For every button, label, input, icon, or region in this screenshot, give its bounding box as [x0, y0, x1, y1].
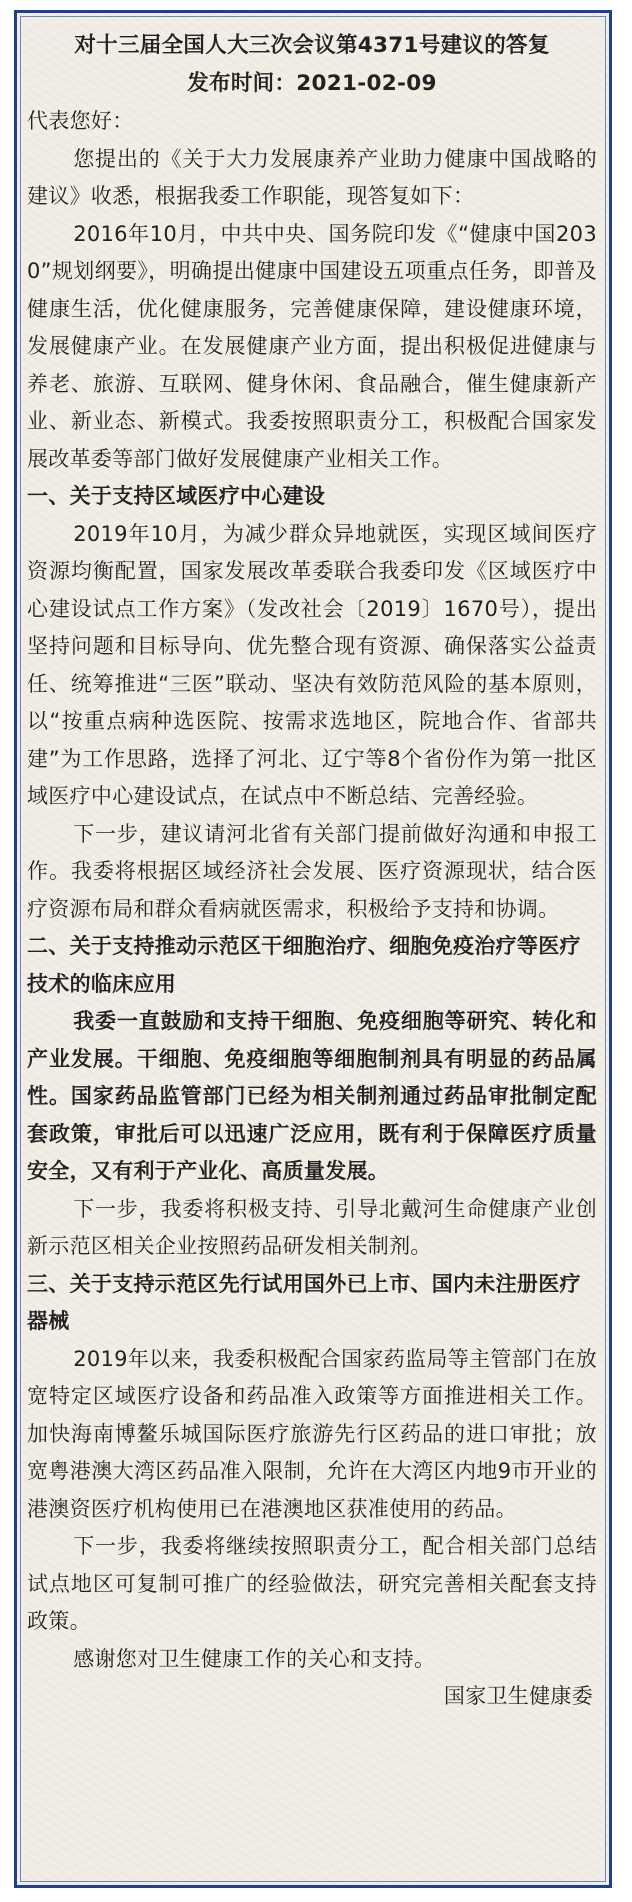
document-frame: [14, 10, 612, 1888]
section-1-paragraph-2: 下一步，建议请河北省有关部门提前做好沟通和申报工作。我委将根据区域经济社会发展、医疗资源现状，结合医疗资源布局和群众看病就医需求，积极给予支持和协调。: [27, 821, 597, 921]
section-2-paragraph-1: 我委一直鼓励和支持干细胞、免疫细胞等研究、转化和产业发展。干细胞、免疫细胞等细胞制剂具有明显的药品属性。国家药品监管部门已经为相关制剂通过药品审批制定配套政策，审批后可以迅速广泛应用，既有利于保障医疗质量安全，又有利于产业化、高质量发展。: [27, 1009, 597, 1183]
section-3-paragraph-2: 下一步，我委将继续按照职责分工，配合相关部门总结试点地区可复制可推广的经验做法，研究完善相关配套支持政策。: [27, 1534, 597, 1633]
section-1-paragraph-1: 2019年10月，为减少群众异地就医，实现区域间医疗资源均衡配置，国家发展改革委联合我委印发《区域医疗中心建设试点工作方案》（发改社会〔2019〕1670号），提出坚持问题和目标导向、优先整合现有资源、确保落实公益责任、统筹推进“三医”联动、坚决有效防范风险的基本原则，以“按重点病种选医院、按需求选地区，院地合作、省部共建”为工作思路，选择了河北、辽宁等8个省份作为第一批区域医疗中心建设试点，在试点中不断总结、完善经验。: [27, 521, 597, 808]
closing-line: 感谢您对卫生健康工作的关心和支持。: [73, 1646, 436, 1671]
document-title: 对十三届全国人大三次会议第4371号建议的答复: [74, 33, 550, 58]
document-content: [27, 27, 597, 1716]
publish-date: 发布时间：2021-02-09: [187, 71, 437, 96]
section-1-heading: 一、关于支持区域医疗中心建设: [27, 484, 326, 508]
section-3-heading: 三、关于支持示范区先行试用国外已上市、国内未注册医疗器械: [27, 1271, 581, 1333]
section-2-heading: 二、关于支持推动示范区干细胞治疗、细胞免疫治疗等医疗技术的临床应用: [27, 934, 581, 996]
intro-paragraph-2: 2016年10月，中共中央、国务院印发《“健康中国2030”规划纲要》，明确提出健康中国建设五项重点任务，即普及健康生活，优化健康服务，完善健康保障，建设健康环境，发展健康产业。在发展健康产业方面，提出积极促进健康与养老、旅游、互联网、健身休闲、食品融合，催生健康新产业、新业态、新模式。我委按照职责分工，积极配合国家发展改革委等部门做好发展健康产业相关工作。: [27, 221, 597, 471]
section-2-paragraph-2: 下一步，我委将积极支持、引导北戴河生命健康产业创新示范区相关企业按照药品研发相关制剂。: [27, 1196, 597, 1258]
intro-paragraph-1: 您提出的《关于大力发展康养产业助力健康中国战略的建议》收悉，根据我委工作职能，现答复如下：: [27, 146, 597, 208]
section-3-paragraph-1: 2019年以来，我委积极配合国家药监局等主管部门在放宽特定区域医疗设备和药品准入政策等方面推进相关工作。加快海南博鳌乐城国际医疗旅游先行区药品的进口审批；放宽粤港澳大湾区药品准入限制，允许在大湾区内地9市开业的港澳资医疗机构使用已在港澳地区获准使用的药品。: [27, 1346, 597, 1521]
signature: 国家卫生健康委: [443, 1684, 593, 1708]
greeting: 代表您好：: [27, 109, 134, 133]
